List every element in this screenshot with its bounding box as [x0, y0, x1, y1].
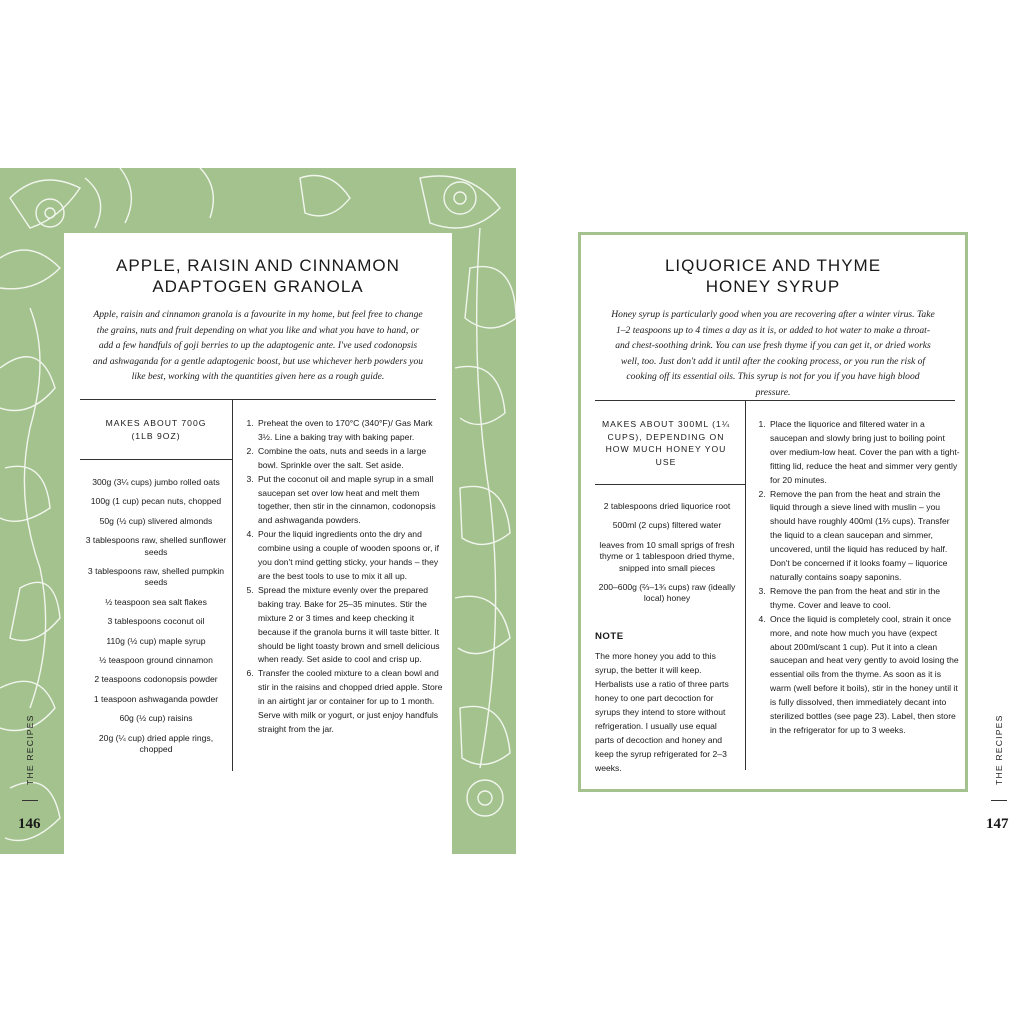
ingredients-list [84, 477, 228, 764]
column-divider [745, 400, 746, 770]
recipe-intro: Honey syrup is particularly good when you are recovering after a winter virus. Take 1–2 teaspoons up to 4 times a day as it is, or added to hot water to make a throat- and chest-soothing drink. You can use fresh thyme if you can get it, or dried works well, too. Just don't add it until after the cooking process, or you run the risk of cooking off its essential oils. This syrup is not for you if you have high blood pressure. [611, 309, 935, 398]
note-body: The more honey you add to this syrup, the better it will keep. Herbalists use a ratio of three parts honey to one part decoction for syrups they intend to store without refrigeration. I usually use equal parts of decoction and honey and keep the syrup refrigerated for 2–3 weeks. [595, 651, 729, 773]
page-number: 146 [18, 816, 41, 832]
running-head: THE RECIPES [25, 714, 35, 785]
method-list [239, 417, 445, 737]
method-step: 3. Put the coconut oil and maple syrup in a small saucepan set over low heat and melt them together, then stir in the cinnamon, codonopsis and ashwaganda powders. [256, 473, 445, 529]
method-step: 3. Remove the pan from the heat and stir in the thyme. Cover and leave to cool. [768, 585, 961, 613]
method-step: 4. Pour the liquid ingredients onto the dry and combine using a couple of wooden spoons or, if you don't mind getting sticky, your hands – they are the best tools to use to mix it all up. [256, 528, 445, 584]
divider [595, 400, 955, 401]
running-head-rule [22, 800, 38, 801]
recipe-card [578, 232, 968, 792]
ingredient-item: 20g (¼ cup) dried apple rings, chopped [98, 732, 214, 755]
ingredient-item: 60g (½ cup) raisins [119, 713, 193, 724]
right-page [516, 168, 1024, 854]
divider [80, 459, 232, 460]
ingredient-item: 1 teaspoon ashwaganda powder [93, 693, 219, 704]
ingredient-item: 3 tablespoons raw, shelled sunflower seeds [85, 535, 227, 557]
ingredient-item: 50g (½ cup) slivered almonds [99, 515, 213, 526]
method-step: 1. Place the liquorice and filtered water in a saucepan and slowly bring just to boiling point over medium-low heat. Cover the pan with a tight-fitting lid, reduce the heat and simmer very gently for 20 minutes. [768, 418, 961, 488]
ingredient-item: ½ teaspoon ground cinnamon [99, 655, 213, 666]
ingredients-list [593, 501, 741, 613]
ingredient-item: 2 tablespoons dried liquorice root [603, 501, 731, 511]
page-number: 147 [986, 816, 1009, 832]
note-heading: NOTE [595, 631, 624, 642]
yield: MAKES ABOUT 700G (1LB 9OZ) [105, 418, 207, 441]
method-step: 4. Once the liquid is completely cool, strain it once more, and note how much you have (expect about 200ml/scant 1 cup). Put it into a clean saucepan and heat very gently to avoid losing the essential oils from the thyme. As soon as it is warm (well before it boils), stir in the honey until it is fully dissolved, then immediately decant into sterilized bottles (see page 23). Label, then store in the refrigerator for up to 3 weeks. [768, 613, 961, 738]
running-head-rule [991, 800, 1007, 801]
ingredient-item: leaves from 10 small sprigs of fresh thyme or 1 tablespoon dried thyme, snipped into small pieces [599, 539, 735, 573]
divider [80, 399, 436, 400]
ingredient-item: ½ teaspoon sea salt flakes [105, 596, 207, 607]
ingredient-item: 110g (½ cup) maple syrup [106, 635, 206, 646]
ingredient-item: 2 teaspoons codonopsis powder [94, 674, 218, 685]
left-page [0, 168, 516, 854]
method-step: 2. Remove the pan from the heat and strain the liquid through a sieve lined with muslin – you should have roughly 400ml (1⅔ cups). Transfer the liquid to a clean saucepan and simmer, uncovered, until the liquid has reduced by half. Don't be concerned if it looks foamy – liquorice naturally contains soapy saponins. [768, 488, 961, 585]
method-step: 1. Preheat the oven to 170°C (340°F)/ Gas Mark 3½. Line a baking tray with baking paper. [256, 417, 445, 445]
recipe-card [64, 233, 452, 854]
divider [595, 484, 745, 485]
method-step: 5. Spread the mixture evenly over the prepared baking tray. Bake for 25–35 minutes. Stir the mixture 2 or 3 times and keep checking it because if the granola burns it will taste bitter. It should be light toasty brown and smell delicious when ready. Set aside to cool and crisp up. [256, 584, 445, 667]
method-step: 6. Transfer the cooled mixture to a clean bowl and stir in the raisins and chopped dried apple. Store in an airtight jar or container for up to 1 month. Serve with milk or yogurt, or just enjoy handfuls straight from the jar. [256, 667, 445, 737]
ingredient-item: 3 tablespoons raw, shelled pumpkin seeds [87, 566, 225, 588]
recipe-title: APPLE, RAISIN AND CINNAMON ADAPTOGEN GRANOLA [116, 256, 400, 296]
ingredient-item: 3 tablespoons coconut oil [107, 616, 205, 627]
column-divider [232, 399, 233, 771]
yield: MAKES ABOUT 300ML (1¼ CUPS), DEPENDING ON HOW MUCH HONEY YOU USE [602, 419, 730, 467]
ingredient-item: 300g (3¼ cups) jumbo rolled oats [92, 477, 220, 487]
method-step: 2. Combine the oats, nuts and seeds in a large bowl. Sprinkle over the salt. Set aside. [256, 445, 445, 473]
method-list [751, 418, 961, 738]
recipe-intro: Apple, raisin and cinnamon granola is a favourite in my home, but feel free to change the grains, nuts and fruit depending on what you like and what you have to hand, or add a few handfuls of goji berries to up the adaptogenic ante. I've used codonopsis and ashwaganda for a gentle adaptogenic boost, but use whichever herb powders you like best, working with the quantities given here as a rough guide. [92, 309, 424, 382]
ingredient-item: 200–600g (⅔–1¾ cups) raw (ideally local) honey [598, 582, 736, 604]
ingredient-item: 500ml (2 cups) filtered water [612, 520, 722, 531]
running-head: THE RECIPES [994, 714, 1004, 785]
recipe-title: LIQUORICE AND THYME HONEY SYRUP [664, 256, 882, 296]
ingredient-item: 100g (1 cup) pecan nuts, chopped [90, 496, 222, 507]
